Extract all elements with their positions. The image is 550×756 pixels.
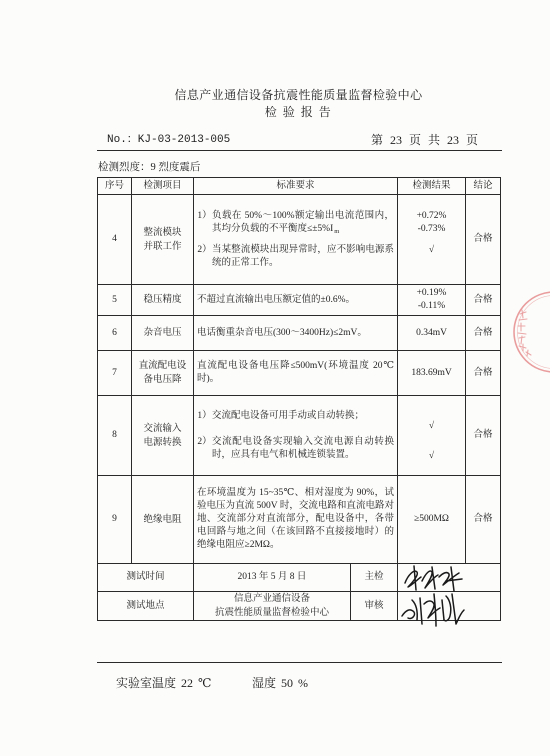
conclusion: 合格 [466,476,501,564]
result-value: -0.73% [417,223,446,234]
result-value: 0.34mV [416,327,447,338]
result-cell [398,316,466,351]
requirement-item-text: 交流配电设备实现输入交流电源自动转换时，应具有电气和机械连锁装置。 [212,436,395,460]
conclusion: 合格 [466,195,501,285]
table-row [98,316,501,351]
column-header-no: 序号 [98,178,132,195]
footer-divider [97,662,502,663]
chief-inspector-signature-icon [402,563,464,593]
requirement-text: 不超过直流输出电压额定值的±0.6%。 [197,294,356,305]
lab-temperature: 实验室温度 22 ℃ [116,676,212,690]
lab-humidity: 湿度 50 % [252,676,308,690]
chief-inspector-label: 主检 [351,564,398,592]
result-cell [398,285,466,316]
test-item: 稳压精度 [132,285,194,316]
test-item: 杂音电压 [132,316,194,351]
requirement-item-number: 2） [197,244,212,255]
row-number: 6 [98,316,132,351]
conclusion: 合格 [466,396,501,476]
result-cell [398,351,466,396]
result-value: +0.19% [416,288,447,298]
conclusion: 合格 [466,351,501,396]
result-value: +0.72% [416,210,447,221]
reviewer-label: 审核 [351,592,398,621]
test-item: 整流模块 并联工作 [132,195,194,285]
table-header-row [98,178,501,195]
test-intensity: 检测烈度：9 烈度震后 [98,162,201,173]
organization-title: 信息产业通信设备抗震性能质量监督检验中心 [174,88,423,102]
result-value: ≥500MΩ [414,514,449,524]
header-divider [97,150,502,151]
row-number: 9 [98,476,132,564]
requirement-item-number: 2） [197,436,212,447]
requirement-item [197,210,394,236]
requirement-cell [194,351,398,396]
requirement-cell [194,195,398,285]
column-header-requirement: 标准要求 [194,178,398,195]
table-row [98,476,501,564]
test-item: 交流输入 电源转换 [132,396,194,476]
requirement-text: 直流配电设备电压降≤500mV(环境温度 20℃时)。 [197,361,395,384]
result-check-mark: √ [428,421,435,431]
table-row [98,285,501,316]
requirement-cell [194,476,398,564]
table-row [98,351,501,396]
requirement-item [197,436,394,462]
seal-stamp-icon [506,286,550,378]
requirement-cell [194,316,398,351]
requirement-item-number: 1） [197,210,212,221]
table-row [98,396,501,476]
row-number: 8 [98,396,132,476]
requirement-text: 在环境温度为 15~35℃、相对湿度为 90%，试验电压为直流 500V 时，交流电路和直流电路对地、交流部分对直流部分，配电设备中，各带电回路与地之间（在该回路不直接接地时）的绝缘电阻应≥2MΩ。 [197,488,395,550]
result-value: 183.69mV [411,367,452,378]
result-check-mark: √ [428,451,435,461]
test-item: 绝缘电阻 [132,476,194,564]
requirement-text-subscript: m [334,227,340,235]
requirement-item-text: 交流配电设备可用手动或自动转换； [212,410,365,421]
test-item: 直流配电设 备电压降 [132,351,194,396]
result-value: -0.11% [417,301,446,311]
row-number: 7 [98,351,132,396]
requirement-text-main: 负载在 50%～100%额定输出电流范围内，其均分负载的不平衡度≤±5%I [212,210,395,234]
requirement-item-number: 1） [197,410,212,421]
report-title: 检 验 报 告 [264,105,333,119]
result-cell [398,476,466,564]
result-cell [398,396,466,476]
test-time-label: 测试时间 [98,564,194,592]
table-row [98,195,501,285]
page-counter: 第 23 页 共 23 页 [370,133,478,147]
test-place-value: 信息产业通信设备 抗震性能质量监督检验中心 [194,592,351,621]
result-check-mark: √ [428,244,435,255]
requirement-item-text [212,210,394,236]
requirement-cell [194,285,398,316]
row-number: 4 [98,195,132,285]
requirement-item [197,244,394,270]
requirement-text: 电话衡重杂音电压(300～3400Hz)≤2mV。 [197,327,367,338]
test-results-table [97,177,501,621]
result-cell [398,195,466,285]
column-header-result: 检测结果 [398,178,466,195]
conclusion: 合格 [466,285,501,316]
test-place-label: 测试地点 [98,592,194,621]
reviewer-signature-icon [398,590,468,628]
column-header-conclusion: 结论 [466,178,501,195]
row-number: 5 [98,285,132,316]
test-time-value: 2013 年 5 月 8 日 [194,564,351,592]
conclusion: 合格 [466,316,501,351]
report-number: No.：KJ-03-2013-005 [107,134,231,146]
requirement-cell [194,396,398,476]
column-header-item: 检测项目 [132,178,194,195]
requirement-item [197,410,394,423]
requirement-item-text: 当某整流模块出现异常时，应不影响电源系统的正常工作。 [212,244,395,268]
